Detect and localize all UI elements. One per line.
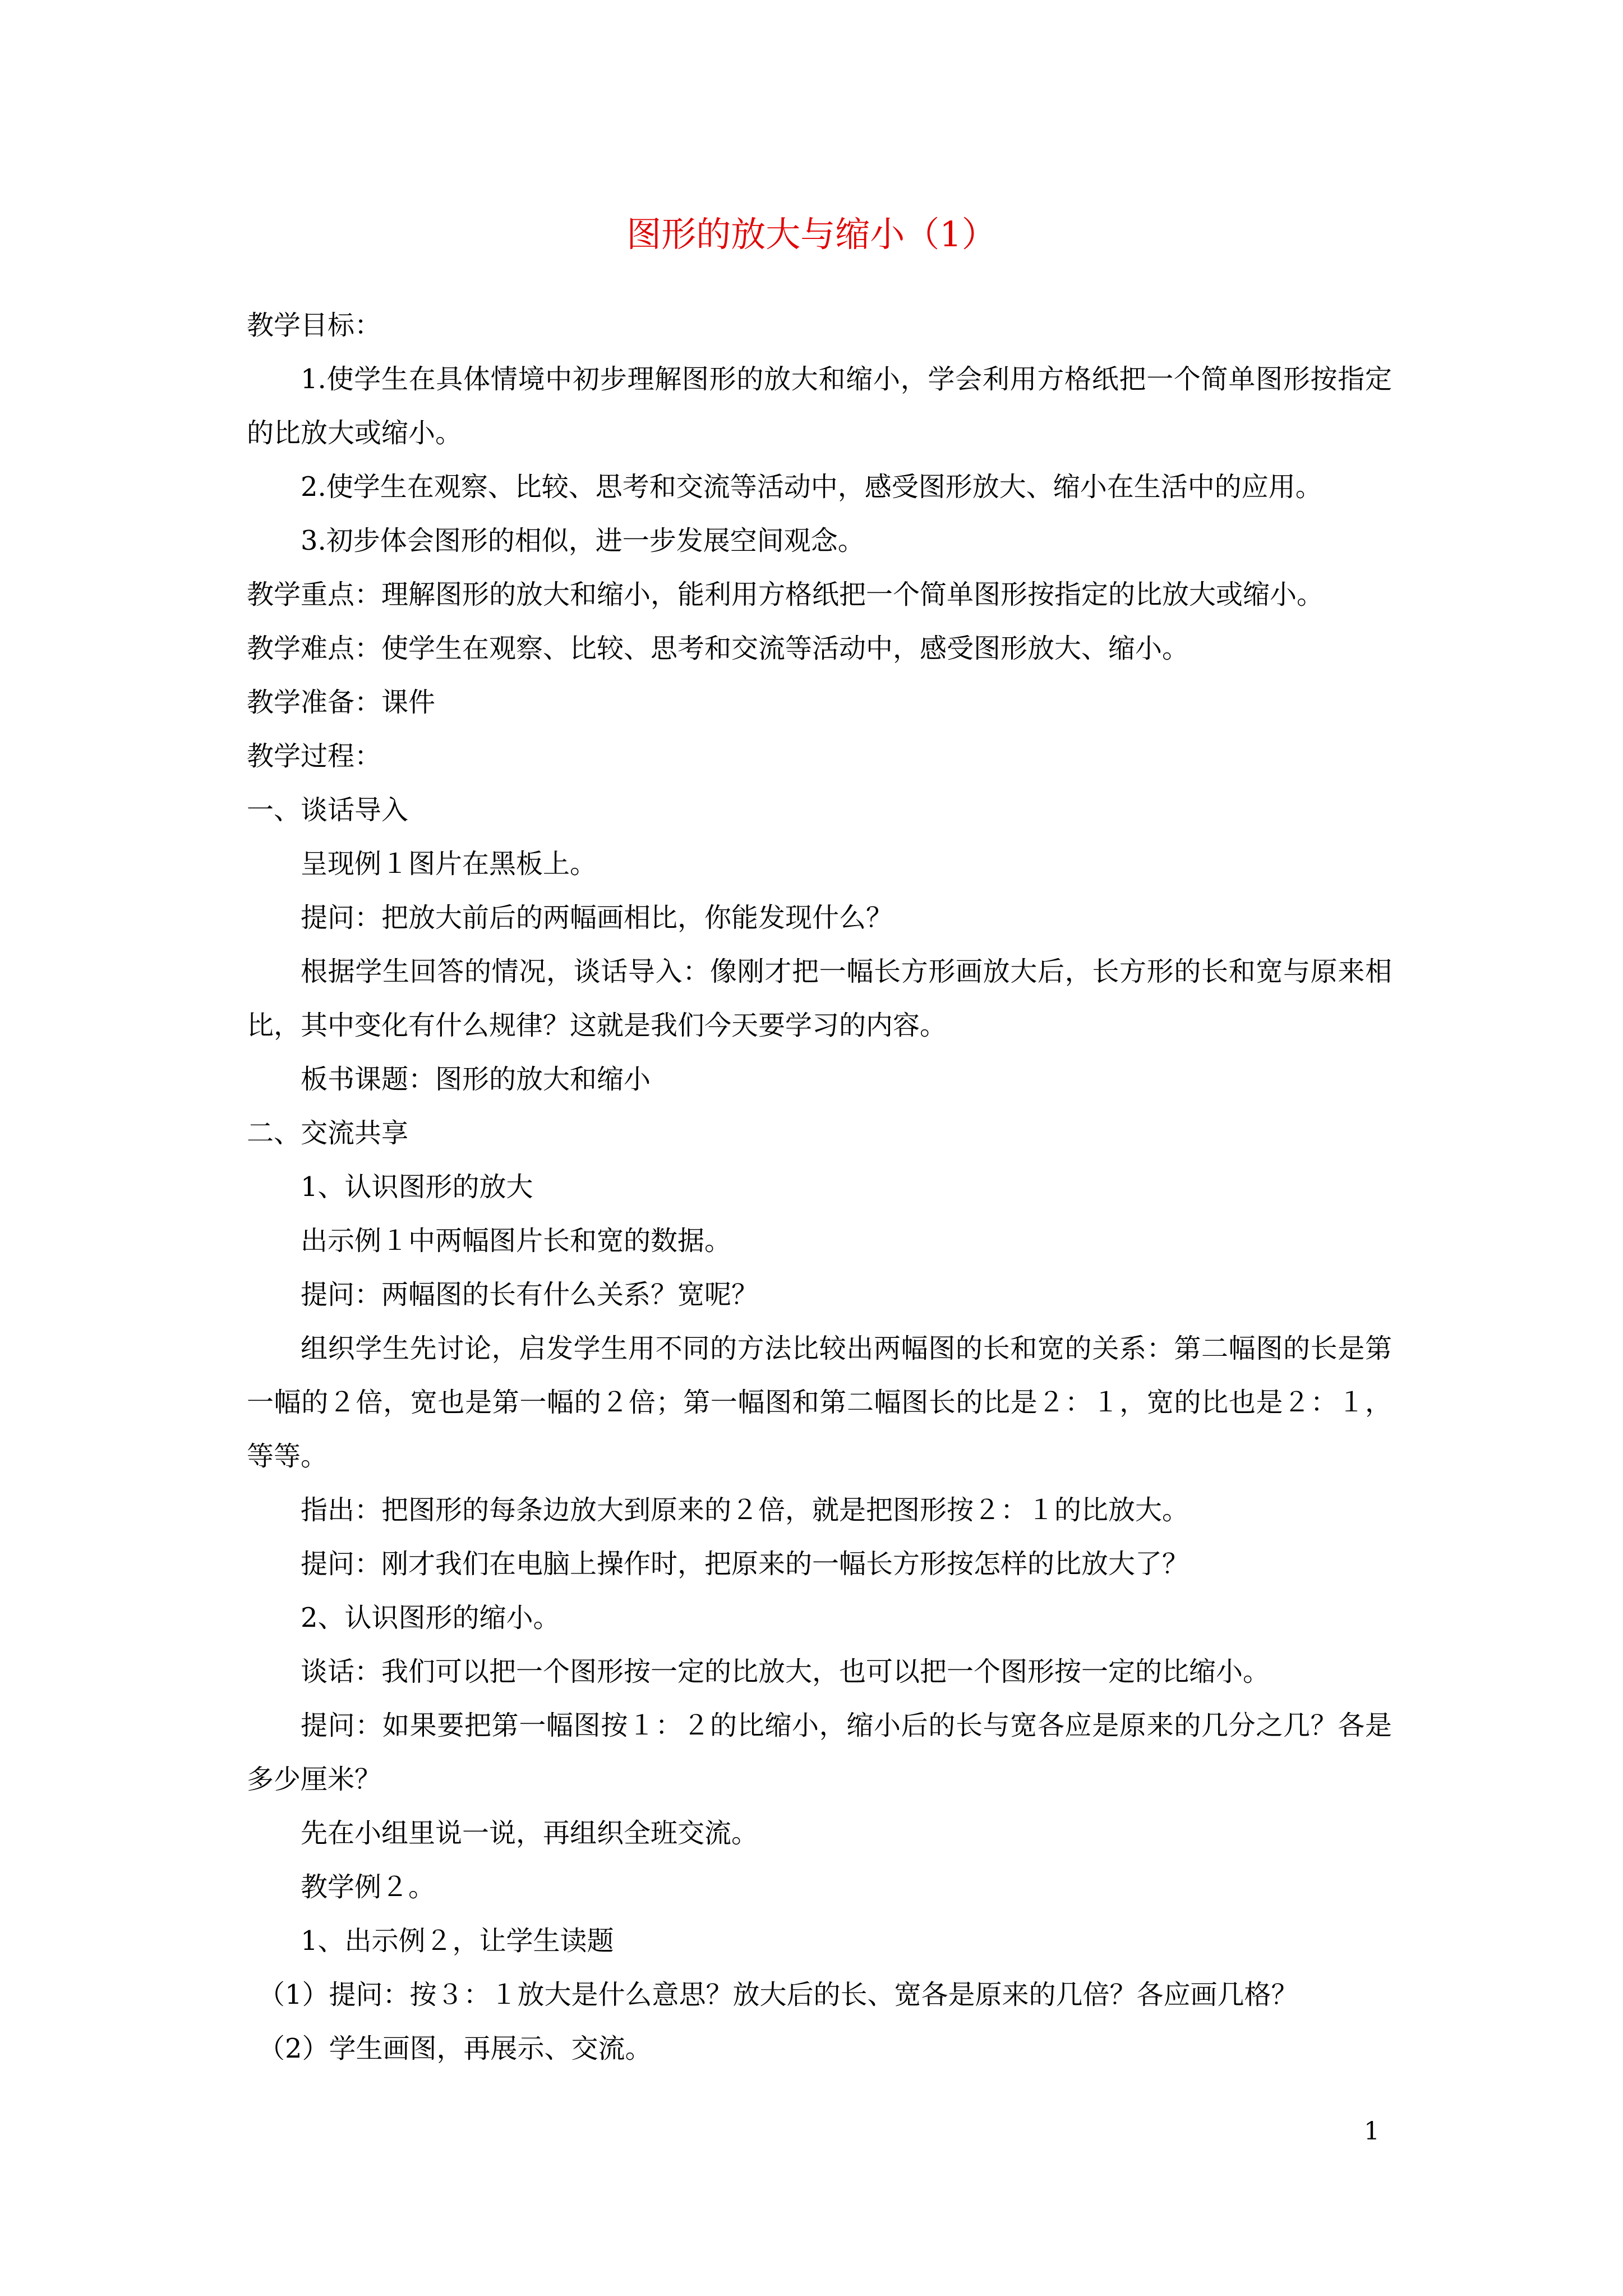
paragraph: 1、出示例２，让学生读题 <box>301 1925 614 1957</box>
paragraph: 呈现例１图片在黑板上。 <box>301 848 597 880</box>
paragraph: 先在小组里说一说，再组织全班交流。 <box>301 1818 759 1849</box>
paragraph: 提问：刚才我们在电脑上操作时，把原来的一幅长方形按怎样的比放大了？ <box>301 1548 1189 1580</box>
paragraph: 提问：把放大前后的两幅画相比，你能发现什么？ <box>301 902 893 933</box>
preparation: 教学准备：课件 <box>247 687 436 718</box>
paragraph: 教学例２。 <box>301 1871 436 1903</box>
paragraph: 谈话：我们可以把一个图形按一定的比放大，也可以把一个图形按一定的比缩小。 <box>301 1656 1270 1687</box>
paragraph: 组织学生先讨论，启发学生用不同的方法比较出两幅图的长和宽的关系：第二幅图的长是第一幅的２倍，宽也是第一幅的２倍；第一幅图和第二幅图长的比是２：１，宽的比也是２：１，等等。 <box>247 1333 1392 1472</box>
document-body <box>247 298 1392 2076</box>
subheading-reduce: 2、认识图形的缩小。 <box>301 1602 560 1634</box>
difficult-points: 教学难点：使学生在观察、比较、思考和交流等活动中，感受图形放大、缩小。 <box>247 633 1189 664</box>
paragraph: 板书课题：图形的放大和缩小 <box>301 1064 651 1095</box>
paragraph: 提问：如果要把第一幅图按１：２的比缩小，缩小后的长与宽各应是原来的几分之几？各是多少厘米？ <box>247 1710 1392 1795</box>
objective-item-3: 3.初步体会图形的相似，进一步发展空间观念。 <box>301 525 865 556</box>
paragraph: 根据学生回答的情况，谈话导入：像刚才把一幅长方形画放大后，长方形的长和宽与原来相比，其中变化有什么规律？这就是我们今天要学习的内容。 <box>247 956 1392 1041</box>
document-title: 图形的放大与缩小（1） <box>626 214 997 255</box>
objective-item-2: 2.使学生在观察、比较、思考和交流等活动中，感受图形放大、缩小在生活中的应用。 <box>301 471 1322 503</box>
subheading-enlarge: 1、认识图形的放大 <box>301 1171 533 1203</box>
objective-item-1: 1.使学生在具体情境中初步理解图形的放大和缩小，学会利用方格纸把一个简单图形按指定的比放大或缩小。 <box>247 364 1392 449</box>
section-heading-objectives: 教学目标： <box>247 310 382 341</box>
list-item: （1）提问：按３：１放大是什么意思？放大后的长、宽各是原来的几倍？各应画几格？ <box>258 1979 1298 2010</box>
page-number: 1 <box>1364 2117 1380 2146</box>
key-points: 教学重点：理解图形的放大和缩小，能利用方格纸把一个简单图形按指定的比放大或缩小。 <box>247 579 1324 610</box>
list-item: （2）学生画图，再展示、交流。 <box>258 2033 652 2064</box>
paragraph: 提问：两幅图的长有什么关系？宽呢？ <box>301 1279 759 1310</box>
paragraph: 出示例１中两幅图片长和宽的数据。 <box>301 1225 732 1257</box>
section-heading-process: 教学过程： <box>247 740 382 772</box>
paragraph: 指出：把图形的每条边放大到原来的２倍，就是把图形按２：１的比放大。 <box>301 1494 1189 1526</box>
part-heading-intro: 一、谈话导入 <box>247 794 409 826</box>
part-heading-share: 二、交流共享 <box>247 1117 409 1149</box>
